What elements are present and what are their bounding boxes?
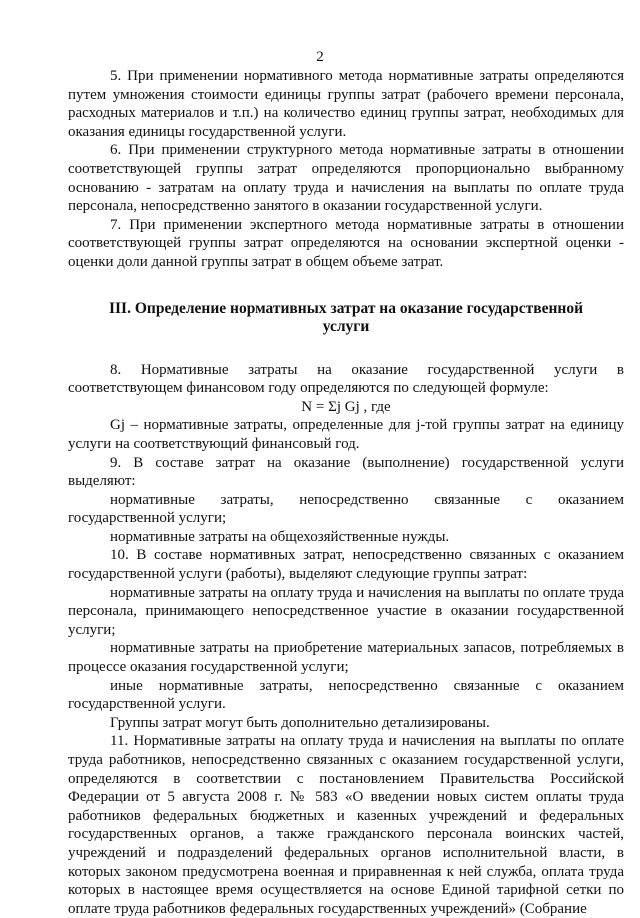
paragraph-5: 5. При применении нормативного метода нормативные затраты определяются путем умножения стоимости единицы группы затрат (рабочего времени персонала, расходных материалов и т.п.) на количество единиц группы затрат, необходимых для оказания единицы государственной услуги. — [68, 68, 624, 140]
formula: N = Σj Gj , где — [301, 398, 391, 415]
paragraph-10: 10. В составе нормативных затрат, непосредственно связанных с оказанием государственной услуги (работы), выделяют следующие группы затрат: — [68, 547, 624, 583]
gj-definition: Gj – нормативные затраты, определенные для j-той группы затрат на единицу услуги на соответствующий финансовый год. — [68, 417, 624, 452]
list-item-materials-costs: нормативные затраты на приобретение материальных запасов, потребляемых в процессе оказания государственной услуги; — [68, 640, 624, 676]
paragraph-9: 9. В составе затрат на оказание (выполнение) государственной услуги выделяют: — [68, 454, 624, 490]
section-heading-line1: III. Определение нормативных затрат на оказание государственной — [108, 299, 583, 317]
paragraph-11: 11. Нормативные затраты на оплату труда и начисления на выплаты по оплате труда работников, непосредственно связанных с оказанием государственной услуги, определяются в соответствии с постановлением Правительства Российской Федерации от 5 августа 2008 г. № 583 «О введении новых систем оплаты труда работников федеральных бюджетных и казенных учреждений и федеральных государственных органов, а также гражданского персонала воинских частей, учреждений и подразделений федеральных органов исполнительной власти, в которых законом предусмотрена военная и приравненная к ней служба, оплата труда которых в настоящее время осуществляется на основе Единой тарифной сетки по оплате труда работников федеральных государственных учреждений» (Собрание — [68, 733, 624, 917]
paragraph-6: 6. При применении структурного метода нормативные затраты в отношении соответствующей группы затрат определяются пропорционально выбранному основанию - затратам на оплату труда и начисления на выплаты по оплате труда персонала, непосредственно занятого в оказании государственной услуги. — [68, 142, 624, 215]
list-item-general-costs: нормативные затраты на общехозяйственные нужды. — [110, 528, 450, 545]
list-item-other-costs: иные нормативные затраты, непосредственно связанные с оказанием государственной услуги. — [68, 677, 624, 713]
section-heading — [68, 300, 624, 336]
list-item-direct-costs: нормативные затраты, непосредственно связанные с оказанием государственной услуги; — [68, 491, 624, 527]
list-item-labor-costs: нормативные затраты на оплату труда и начисления на выплаты по оплате труда персонала, принимающего непосредственное участие в оказании государственной услуги; — [68, 584, 624, 638]
paragraph-8: 8. Нормативные затраты на оказание государственной услуги в соответствующем финансовом году определяются по следующей формуле: — [68, 361, 624, 397]
paragraph-7: 7. При применении экспертного метода нормативные затраты в отношении соответствующей группы затрат определяются на основании экспертной оценки - оценки доли данной группы затрат в общем объеме затрат. — [68, 216, 624, 270]
section-heading-line2: услуги — [322, 317, 370, 335]
document-body — [68, 67, 624, 918]
detail-note: Группы затрат могут быть дополнительно детализированы. — [110, 714, 490, 731]
page-number: 2 — [316, 49, 324, 65]
